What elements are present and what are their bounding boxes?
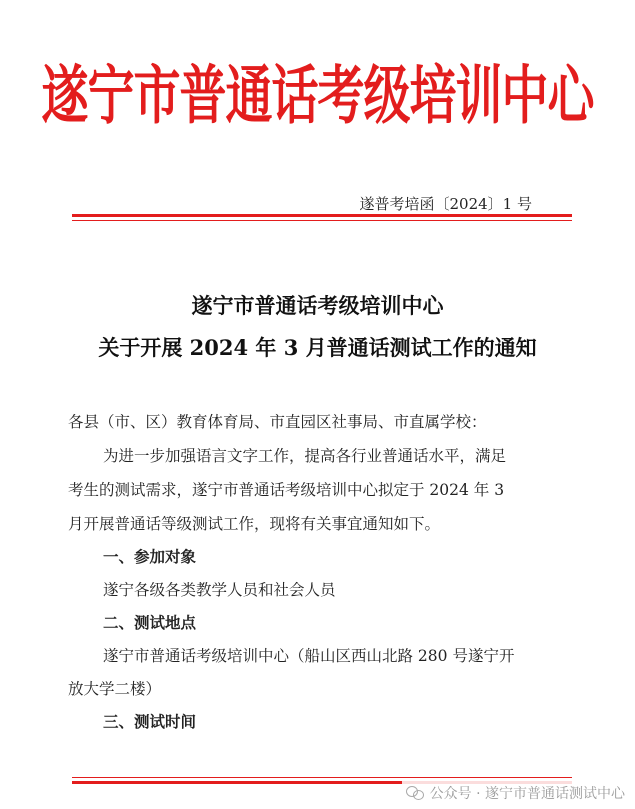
section-heading-participants: 一、参加对象 xyxy=(103,548,197,566)
header-rule-thin xyxy=(72,220,572,221)
document-number: 遂普考培函〔2024〕1 号 xyxy=(359,195,532,213)
org-header: 遂宁市普通话考级培训中心 xyxy=(41,59,594,134)
watermark-text: 公众号 · 遂宁市普通话测试中心 xyxy=(429,786,625,802)
footer-rule-thin xyxy=(72,777,572,778)
intro-line: 为进一步加强语言文字工作，提高各行业普通话水平，满足 xyxy=(103,447,507,465)
notice-title-line2: 关于开展 2024 年 3 月普通话测试工作的通知 xyxy=(98,335,537,360)
intro-line: 考生的测试需求，遂宁市普通话考级培训中心拟定于 2024 年 3 xyxy=(68,481,505,499)
section-text-location: 遂宁市普通话考级培训中心（船山区西山北路 280 号遂宁开 xyxy=(103,647,515,665)
section-text-participants: 遂宁各级各类教学人员和社会人员 xyxy=(103,581,336,599)
notice-title-line1: 遂宁市普通话考级培训中心 xyxy=(191,293,444,318)
salutation: 各县（市、区）教育体育局、市直园区社事局、市直属学校： xyxy=(68,413,487,431)
header-rule-thick xyxy=(72,214,572,217)
section-heading-location: 二、测试地点 xyxy=(103,614,197,632)
wechat-icon xyxy=(406,786,424,800)
intro-line: 月开展普通话等级测试工作，现将有关事宜通知如下。 xyxy=(68,515,441,533)
section-heading-time: 三、测试时间 xyxy=(103,713,197,731)
wechat-watermark xyxy=(402,781,629,805)
section-text-location: 放大学二楼） xyxy=(68,680,162,698)
